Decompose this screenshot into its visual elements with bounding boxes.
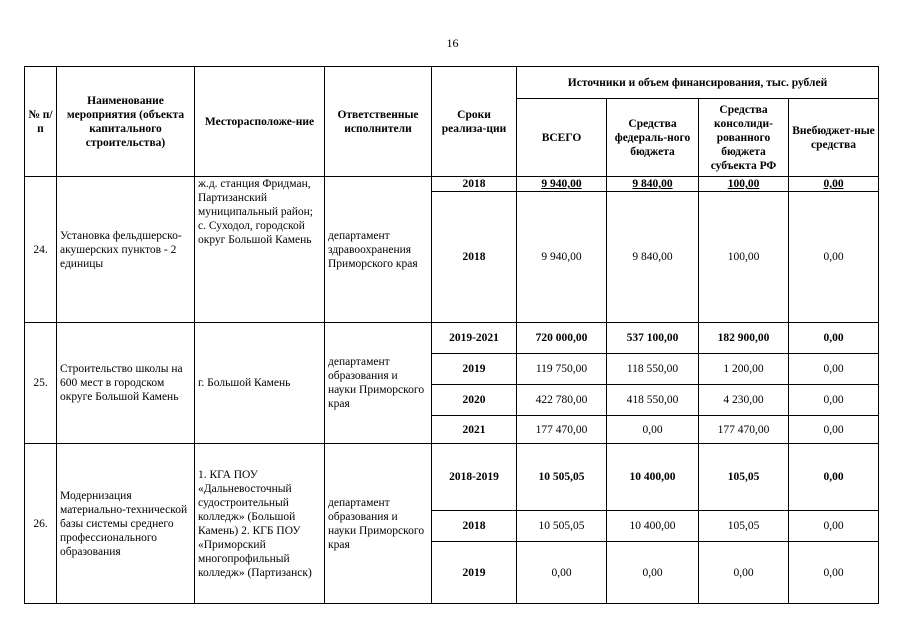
cell-total: 177 470,00 bbox=[517, 416, 607, 444]
cell-regional: 177 470,00 bbox=[699, 416, 789, 444]
cell-federal: 537 100,00 bbox=[607, 323, 699, 354]
cell-total: 10 505,05 bbox=[517, 511, 607, 542]
cell-total: 422 780,00 bbox=[517, 385, 607, 416]
row-location: г. Большой Камень bbox=[195, 323, 325, 444]
cell-period: 2019-2021 bbox=[432, 323, 517, 354]
cell-regional: 100,00 bbox=[699, 192, 789, 323]
cell-extra: 0,00 bbox=[789, 192, 879, 323]
row-responsible: департамент образования и науки Приморского края bbox=[325, 444, 432, 604]
cell-regional: 4 230,00 bbox=[699, 385, 789, 416]
row-num: 26. bbox=[25, 444, 57, 604]
cell-total: 720 000,00 bbox=[517, 323, 607, 354]
table-row bbox=[25, 444, 879, 511]
cell-federal: 9 840,00 bbox=[607, 192, 699, 323]
header-period: Сроки реализа-ции bbox=[432, 67, 517, 177]
cell-regional: 100,00 bbox=[699, 177, 789, 192]
header-extra: Внебюджет-ные средства bbox=[789, 99, 879, 177]
cell-extra: 0,00 bbox=[789, 323, 879, 354]
cell-extra: 0,00 bbox=[789, 444, 879, 511]
cell-period: 2018 bbox=[432, 177, 517, 192]
row-responsible: департамент здравоохранения Приморского края bbox=[325, 177, 432, 323]
cell-period: 2019 bbox=[432, 354, 517, 385]
cell-regional: 105,05 bbox=[699, 511, 789, 542]
cell-regional: 0,00 bbox=[699, 542, 789, 604]
row-name: Строительство школы на 600 мест в городском округе Большой Камень bbox=[57, 323, 195, 444]
cell-federal: 10 400,00 bbox=[607, 511, 699, 542]
cell-federal: 9 840,00 bbox=[607, 177, 699, 192]
cell-extra: 0,00 bbox=[789, 511, 879, 542]
cell-period: 2021 bbox=[432, 416, 517, 444]
cell-extra: 0,00 bbox=[789, 416, 879, 444]
cell-period: 2018-2019 bbox=[432, 444, 517, 511]
header-responsible: Ответственные исполнители bbox=[325, 67, 432, 177]
cell-federal: 0,00 bbox=[607, 542, 699, 604]
cell-extra: 0,00 bbox=[789, 385, 879, 416]
row-num: 24. bbox=[25, 177, 57, 323]
row-location: 1. КГА ПОУ «Дальневосточный судостроительный колледж» (Большой Камень) 2. КГБ ПОУ «Приморский многопрофильный колледж» (Партизанск) bbox=[195, 444, 325, 604]
row-name: Установка фельдшерско-акушерских пунктов - 2 единицы bbox=[57, 177, 195, 323]
cell-federal: 118 550,00 bbox=[607, 354, 699, 385]
cell-total: 0,00 bbox=[517, 542, 607, 604]
cell-total: 9 940,00 bbox=[517, 192, 607, 323]
header-num: № п/п bbox=[25, 67, 57, 177]
cell-period: 2018 bbox=[432, 511, 517, 542]
header-federal: Средства федераль-ного бюджета bbox=[607, 99, 699, 177]
cell-period: 2020 bbox=[432, 385, 517, 416]
row-responsible: департамент образования и науки Приморского края bbox=[325, 323, 432, 444]
row-num: 25. bbox=[25, 323, 57, 444]
row-name: Модернизация материально-технической базы системы среднего профессионального образования bbox=[57, 444, 195, 604]
cell-period: 2018 bbox=[432, 192, 517, 323]
page-number: 16 bbox=[446, 36, 459, 50]
cell-federal: 418 550,00 bbox=[607, 385, 699, 416]
header-location: Месторасположе-ние bbox=[195, 67, 325, 177]
cell-extra: 0,00 bbox=[789, 177, 879, 192]
cell-regional: 105,05 bbox=[699, 444, 789, 511]
header-regional: Средства консолиди-рованного бюджета субъекта РФ bbox=[699, 99, 789, 177]
row-location: ж.д. станция Фридман, Партизанский муниципальный район; с. Суходол, городской округ Большой Камень bbox=[195, 177, 325, 323]
cell-total: 119 750,00 bbox=[517, 354, 607, 385]
cell-total: 10 505,05 bbox=[517, 444, 607, 511]
cell-regional: 182 900,00 bbox=[699, 323, 789, 354]
cell-extra: 0,00 bbox=[789, 542, 879, 604]
header-sources: Источники и объем финансирования, тыс. рублей bbox=[517, 67, 879, 99]
cell-extra: 0,00 bbox=[789, 354, 879, 385]
cell-period: 2019 bbox=[432, 542, 517, 604]
header-total: ВСЕГО bbox=[517, 99, 607, 177]
cell-federal: 10 400,00 bbox=[607, 444, 699, 511]
cell-total: 9 940,00 bbox=[517, 177, 607, 192]
table-row bbox=[25, 177, 879, 192]
header-row-1 bbox=[25, 67, 879, 99]
header-name: Наименование мероприятия (объекта капитального строительства) bbox=[57, 67, 195, 177]
cell-regional: 1 200,00 bbox=[699, 354, 789, 385]
table-row bbox=[25, 323, 879, 354]
financing-table bbox=[24, 66, 879, 604]
cell-federal: 0,00 bbox=[607, 416, 699, 444]
